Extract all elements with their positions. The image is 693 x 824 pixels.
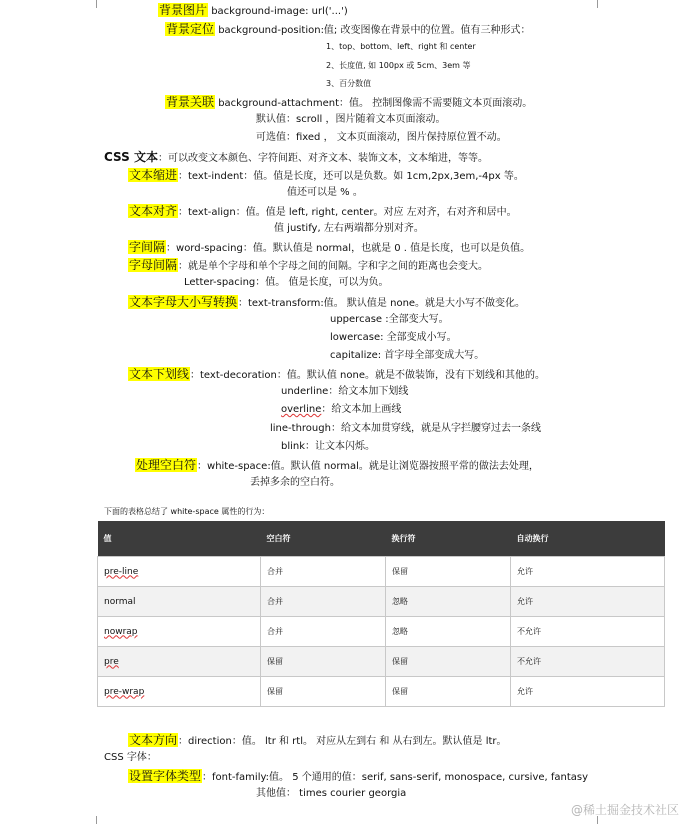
text-transform-line bbox=[128, 295, 525, 311]
text-decoration-overline bbox=[281, 403, 401, 417]
text-indent-text: ：text-indent：值。值是长度，还可以是负数。如 1cm,2px,3em,-4px 等。 bbox=[178, 171, 524, 182]
bg-attachment-fixed: 可选值：fixed ， 文本页面滚动，图片保持原位置不动。 bbox=[256, 132, 507, 143]
table-row bbox=[98, 557, 665, 587]
letter-spacing-property: Letter-spacing：值。 值是长度，可以为负。 bbox=[184, 277, 389, 288]
word-spacing-text: ：word-spacing：值。默认值是 normal，也就是 0 . 值是长度，也可以是负值。 bbox=[166, 243, 531, 254]
font-family-label: 设置字体类型 bbox=[129, 769, 202, 783]
cell-text: pre bbox=[104, 656, 119, 667]
letter-spacing-text: ：就是单个字母和单个字母之间的间隔。字和字之间的距离也会变大。 bbox=[178, 261, 489, 272]
table-cell: 合并 bbox=[261, 557, 386, 587]
bg-position-line bbox=[165, 22, 530, 38]
table-row bbox=[98, 647, 665, 677]
text-align-justify: 值 justify, 左右两端都分别对齐。 bbox=[274, 223, 424, 234]
text-indent-line bbox=[128, 168, 524, 184]
table-cell: 保留 bbox=[386, 677, 511, 707]
text-decoration-line-through: line-through：给文本加贯穿线，就是从字拦腰穿过去一条线 bbox=[270, 423, 541, 434]
letter-spacing-label: 字母间隔 bbox=[129, 258, 178, 272]
text-align-label: 文本对齐 bbox=[129, 204, 178, 218]
table-cell: 允许 bbox=[511, 587, 665, 617]
table-cell bbox=[98, 677, 261, 707]
bg-position-option-1: 1、top、bottom、left、right 和 center bbox=[326, 42, 476, 51]
text-decoration-label: 文本下划线 bbox=[129, 367, 190, 381]
text-transform-label: 文本字母大小写转换 bbox=[129, 295, 238, 309]
letter-spacing-line bbox=[128, 258, 488, 274]
cell-text: pre-wrap bbox=[104, 686, 145, 697]
bg-attachment-label: 背景关联 bbox=[166, 95, 215, 109]
table-cell: 保留 bbox=[386, 647, 511, 677]
direction-label: 文本方向 bbox=[129, 733, 178, 747]
table-cell: 合并 bbox=[261, 617, 386, 647]
font-family-other: 其他值： times courier georgia bbox=[256, 788, 407, 799]
table-row bbox=[98, 587, 665, 617]
watermark: @稀土掘金技术社区 bbox=[570, 803, 679, 817]
bg-attachment-default: 默认值：scroll ，图片随着文本页面滚动。 bbox=[256, 114, 446, 125]
table-cell: 保留 bbox=[386, 557, 511, 587]
table-row bbox=[98, 677, 665, 707]
white-space-table bbox=[97, 521, 665, 707]
font-family-line bbox=[128, 769, 588, 785]
bg-image-text: background-image: url('...') bbox=[211, 6, 348, 17]
text-transform-text: ：text-transform:值。 默认值是 none。就是大小写不做变化。 bbox=[238, 298, 526, 309]
css-text-heading: CSS 文本 bbox=[104, 150, 158, 164]
text-decoration-text: ：text-decoration：值。默认值 none。就是不做装饰，没有下划线和其他的。 bbox=[190, 370, 545, 381]
white-space-text-2: 丢掉多余的空白符。 bbox=[250, 477, 340, 488]
table-cell bbox=[98, 557, 261, 587]
crop-mark bbox=[96, 816, 97, 824]
bg-attachment-text: background-attachment：值。 控制图像需不需要随文本页面滚动。 bbox=[218, 98, 533, 109]
text-transform-uppercase: uppercase :全部变大写。 bbox=[330, 314, 449, 325]
direction-text: ：direction：值。 ltr 和 rtl。 对应从左到右 和 从右到左。默认值是 ltr。 bbox=[178, 736, 507, 747]
bg-position-label: 背景定位 bbox=[166, 22, 215, 36]
text-indent-percent: 值还可以是 % 。 bbox=[287, 187, 363, 198]
bg-position-option-3: 3、百分数值 bbox=[326, 79, 372, 88]
bg-image-line bbox=[158, 3, 348, 19]
cell-text: nowrap bbox=[104, 626, 138, 637]
table-header-row bbox=[98, 521, 665, 557]
table-cell: 保留 bbox=[261, 677, 386, 707]
table-header-cell: 空白符 bbox=[261, 521, 386, 557]
text-decoration-blink: blink：让文本闪烁。 bbox=[281, 441, 376, 452]
bg-attachment-line bbox=[165, 95, 532, 111]
table-header-cell: 值 bbox=[98, 521, 261, 557]
table-cell: 忽略 bbox=[386, 617, 511, 647]
table-cell: 允许 bbox=[511, 557, 665, 587]
table-cell bbox=[98, 647, 261, 677]
white-space-line bbox=[135, 458, 539, 474]
font-family-text: ：font-family:值。 5 个通用的值：serif, sans-serif, monospace, cursive, fantasy bbox=[202, 772, 589, 783]
cell-text: normal bbox=[104, 596, 136, 607]
table-cell: 允许 bbox=[511, 677, 665, 707]
white-space-label: 处理空白符 bbox=[136, 458, 197, 472]
table-header-cell: 自动换行 bbox=[511, 521, 665, 557]
cell-text: pre-line bbox=[104, 566, 139, 577]
overline-keyword: overline bbox=[281, 404, 322, 415]
table-row bbox=[98, 617, 665, 647]
text-align-line bbox=[128, 204, 517, 220]
bg-position-text: background-position:值; 改变图像在背景中的位置。值有三种形式： bbox=[218, 25, 531, 36]
crop-mark bbox=[597, 0, 598, 8]
table-header-cell: 换行符 bbox=[386, 521, 511, 557]
overline-description: ：给文本加上画线 bbox=[321, 404, 402, 415]
text-decoration-line bbox=[128, 367, 545, 383]
css-text-line bbox=[104, 150, 488, 166]
table-cell: 不允许 bbox=[511, 617, 665, 647]
table-cell: 保留 bbox=[261, 647, 386, 677]
word-spacing-line bbox=[128, 240, 530, 256]
text-indent-label: 文本缩进 bbox=[129, 168, 178, 182]
table-cell: 合并 bbox=[261, 587, 386, 617]
css-text-description: ：可以改变文本颜色、字符间距、对齐文本、装饰文本，文本缩进，等等。 bbox=[157, 153, 488, 164]
text-transform-capitalize: capitalize: 首字母全部变成大写。 bbox=[330, 350, 485, 361]
crop-mark bbox=[96, 0, 97, 8]
bg-image-label: 背景图片 bbox=[159, 3, 208, 17]
table-cell bbox=[98, 587, 261, 617]
bg-position-option-2: 2、长度值, 如 100px 或 5cm、3em 等 bbox=[326, 61, 471, 70]
white-space-text: ：white-space:值。默认值 normal。就是让浏览器按照平常的做法去处理， bbox=[197, 461, 539, 472]
text-align-text: ：text-align：值。值是 left, right, center。对应 左对齐，右对齐和居中。 bbox=[178, 207, 517, 218]
direction-line bbox=[128, 733, 507, 749]
text-decoration-underline: underline：给文本加下划线 bbox=[281, 386, 409, 397]
table-caption: 下面的表格总结了 white-space 属性的行为： bbox=[104, 507, 270, 516]
word-spacing-label: 字间隔 bbox=[129, 240, 166, 254]
text-transform-lowercase: lowercase: 全部变成小写。 bbox=[330, 332, 457, 343]
table-cell: 忽略 bbox=[386, 587, 511, 617]
table-cell bbox=[98, 617, 261, 647]
css-font-heading: CSS 字体： bbox=[104, 752, 157, 763]
table-cell: 不允许 bbox=[511, 647, 665, 677]
